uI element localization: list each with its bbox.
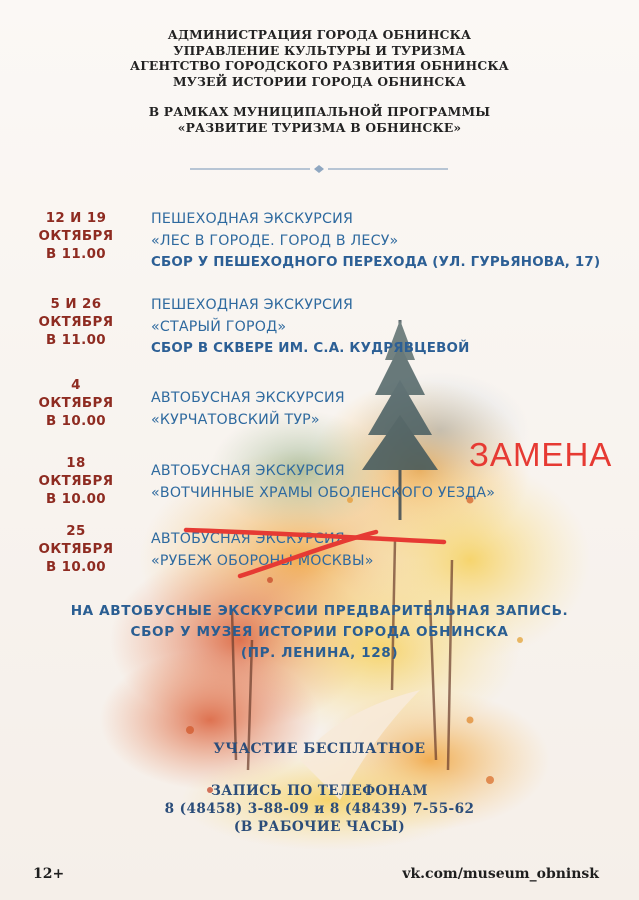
- registration-phones: ЗАПИСЬ ПО ТЕЛЕФОНАМ 8 (48458) 3-88-09 и 8 (48439) 7-55-62 (В РАБОЧИЕ ЧАСЫ): [164, 783, 475, 835]
- event-date: 25 ОКТЯБРЯ В 10.00: [38, 524, 114, 575]
- event-info: [151, 208, 600, 274]
- event-title: «ЛЕС В ГОРОДЕ. ГОРОД В ЛЕСУ»: [151, 233, 399, 249]
- program-line: В РАМКАХ МУНИЦИПАЛЬНОЙ ПРОГРАММЫ: [148, 104, 491, 119]
- organizer-line: АДМИНИСТРАЦИЯ ГОРОДА ОБНИНСКА: [167, 27, 472, 42]
- organizers-header: [0, 27, 639, 135]
- event-date: 12 И 19 ОКТЯБРЯ В 11.00: [38, 211, 114, 262]
- cross-out-mark: [180, 522, 450, 582]
- event-info: [151, 460, 495, 504]
- event-meeting-point: СБОР У ПЕШЕХОДНОГО ПЕРЕХОДА (УЛ. ГУРЬЯНОВА, 17): [151, 255, 601, 270]
- event-type: АВТОБУСНАЯ ЭКСКУРСИЯ: [151, 531, 345, 547]
- event-date: 18 ОКТЯБРЯ В 10.00: [38, 456, 114, 507]
- organizer-line: АГЕНТСТВО ГОРОДСКОГО РАЗВИТИЯ ОБНИНСКА: [130, 58, 509, 73]
- event-info: [151, 294, 470, 360]
- age-rating: 12+: [33, 866, 65, 882]
- event-title: «ВОТЧИННЫЕ ХРАМЫ ОБОЛЕНСКОГО УЕЗДА»: [151, 485, 496, 501]
- replacement-label: ЗАМЕНА: [469, 436, 613, 473]
- event-title: «РУБЕЖ ОБОРОНЫ МОСКВЫ»: [151, 553, 374, 569]
- organizer-line: МУЗЕЙ ИСТОРИИ ГОРОДА ОБНИНСКА: [172, 73, 467, 89]
- event-type: ПЕШЕХОДНАЯ ЭКСКУРСИЯ: [151, 211, 354, 227]
- event-meeting-point: СБОР В СКВЕРЕ ИМ. С.А. КУДРЯВЦЕВОЙ: [151, 341, 470, 356]
- program-line: «РАЗВИТИЕ ТУРИЗМА В ОБНИНСКЕ»: [177, 119, 462, 135]
- event-title: «СТАРЫЙ ГОРОД»: [151, 319, 287, 335]
- event-type: ПЕШЕХОДНАЯ ЭКСКУРСИЯ: [151, 297, 354, 313]
- event-type: АВТОБУСНАЯ ЭКСКУРСИЯ: [151, 463, 345, 479]
- event-title: «КУРЧАТОВСКИЙ ТУР»: [151, 412, 320, 428]
- bus-registration-note: НА АВТОБУСНЫЕ ЭКСКУРСИИ ПРЕДВАРИТЕЛЬНАЯ ЗАПИСЬ. СБОР У МУЗЕЯ ИСТОРИИ ГОРОДА ОБНИНСКА (ПР. ЛЕНИНА, 128): [70, 603, 569, 661]
- event-type: АВТОБУСНАЯ ЭКСКУРСИЯ: [151, 390, 345, 406]
- free-participation-label: УЧАСТИЕ БЕСПЛАТНОЕ: [213, 741, 426, 757]
- ornament-divider: [190, 164, 448, 174]
- event-date: 5 И 26 ОКТЯБРЯ В 11.00: [38, 297, 114, 348]
- event-info: [151, 387, 345, 431]
- event-date: 4 ОКТЯБРЯ В 10.00: [38, 378, 114, 429]
- vk-link[interactable]: vk.com/museum_obninsk: [402, 866, 599, 882]
- organizer-line: УПРАВЛЕНИЕ КУЛЬТУРЫ И ТУРИЗМА: [173, 42, 466, 58]
